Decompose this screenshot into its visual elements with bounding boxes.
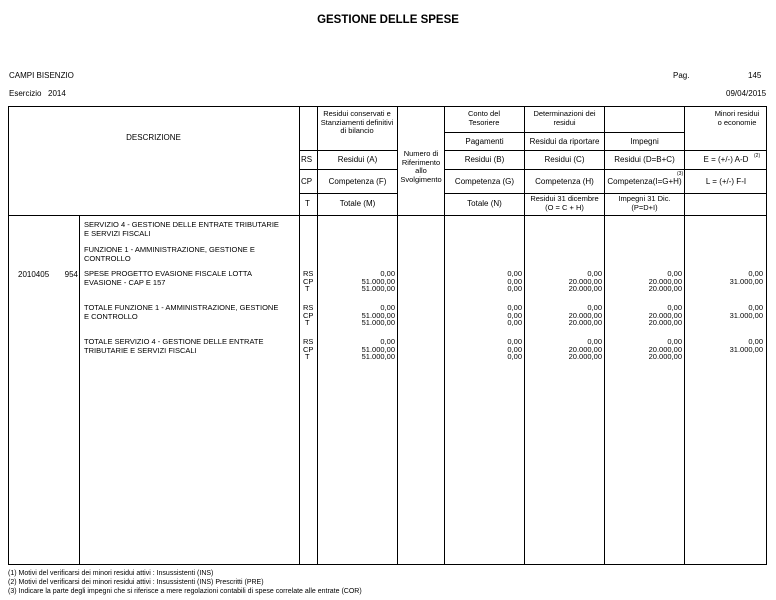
hdr-numero-rif: Numero di Riferimento allo Svolgimento <box>400 149 442 184</box>
exercise-label: Esercizio <box>9 89 42 98</box>
code-divider <box>79 215 80 565</box>
row-label-cp: CP <box>303 276 314 286</box>
header-divider <box>8 215 767 216</box>
value-cell: 31.000,00 <box>729 344 763 354</box>
row-col-d <box>605 270 682 293</box>
value-cell: 20.000,00 <box>568 276 602 286</box>
desc-divider <box>299 106 300 565</box>
hdr-line-3 <box>444 169 767 170</box>
row-col-d <box>605 338 682 361</box>
hdr-t: T <box>305 199 310 208</box>
row-col-c <box>525 304 602 327</box>
num-divider <box>444 106 445 565</box>
row-label-rs: RS <box>303 269 314 278</box>
value-cell: 20.000,00 <box>568 318 602 328</box>
report-date: 09/04/2015 <box>726 89 767 98</box>
row-col-a <box>318 270 395 293</box>
hdr-rs: RS <box>301 155 313 164</box>
row-col-a <box>318 338 395 361</box>
hdr-cp: CP <box>301 177 313 186</box>
hdr-col-b-t: Totale (N) <box>467 199 502 208</box>
hdr-line-a3 <box>299 193 397 194</box>
hdr-col-e-rs: E = (+/-) A-D <box>703 155 749 164</box>
hdr-col-c-cp: Competenza (H) <box>535 177 594 186</box>
row-col-b <box>445 338 522 361</box>
row-col-c <box>525 270 602 293</box>
row-cap: 954 <box>64 270 78 279</box>
value-cell: 0,00 <box>507 303 522 312</box>
row-description: TOTALE FUNZIONE 1 - AMMINISTRAZIONE, GESTIONE E CONTROLLO <box>84 303 279 321</box>
value-cell: 0,00 <box>748 337 763 346</box>
value-cell: 0,00 <box>380 337 395 346</box>
hdr-col-e-title: Minori residui o economie <box>714 109 760 127</box>
footnote: (2) Motivi del verificarsi dei minori residui attivi : Insussistenti (INS) Prescritti (PRE) <box>8 579 264 586</box>
value-cell: 51.000,00 <box>361 344 395 354</box>
footnote: (3) Indicare la parte degli impegni che si riferisce a mere regolazioni contabili di spese correlate alle entrate (COR) <box>8 588 362 595</box>
row-code: 2010405 <box>18 270 50 279</box>
rs-divider <box>317 106 318 565</box>
value-cell: 51.000,00 <box>361 276 395 286</box>
hdr-col-d-rs: Residui (D=B+C) <box>614 155 675 164</box>
hdr-col-e-rs-note: (2) <box>754 153 761 159</box>
value-cell: 20.000,00 <box>568 344 602 354</box>
value-cell: 0,00 <box>748 303 763 312</box>
value-cell: 0,00 <box>507 352 522 362</box>
value-cell: 20.000,00 <box>648 276 682 286</box>
row-col-d <box>605 304 682 327</box>
value-cell: 20.000,00 <box>648 344 682 354</box>
d-divider <box>684 106 685 565</box>
value-cell: 0,00 <box>507 337 522 346</box>
value-cell: 0,00 <box>748 269 763 278</box>
hdr-col-c-rs: Residui (C) <box>544 155 585 164</box>
hdr-col-a-rs: Residui (A) <box>337 155 378 164</box>
value-cell: 20.000,00 <box>648 318 682 328</box>
row-label-t: T <box>305 284 310 294</box>
hdr-line-a2 <box>299 169 397 170</box>
page-number: 145 <box>748 71 762 80</box>
value-cell: 20.000,00 <box>648 310 682 320</box>
row-label-t: T <box>305 318 310 328</box>
row-description: TOTALE SERVIZIO 4 - GESTIONE DELLE ENTRATE TRIBUTARIE E SERVIZI FISCALI <box>84 337 264 355</box>
value-cell: 0,00 <box>380 303 395 312</box>
value-cell: 0,00 <box>667 303 682 312</box>
row-col-b <box>445 270 522 293</box>
value-cell: 0,00 <box>587 337 602 346</box>
row-label-t: T <box>305 352 310 362</box>
servizio-heading: SERVIZIO 4 - GESTIONE DELLE ENTRATE TRIBUTARIE E SERVIZI FISCALI <box>84 220 279 238</box>
value-cell: 31.000,00 <box>729 310 763 320</box>
hdr-col-b-sub: Pagamenti <box>465 137 504 146</box>
funzione-heading: FUNZIONE 1 - AMMINISTRAZIONE, GESTIONE E CONTROLLO <box>84 245 255 263</box>
hdr-col-a-t: Totale (M) <box>339 199 376 208</box>
row-label-rs: RS <box>303 303 314 312</box>
row-label-rs: RS <box>303 337 314 346</box>
report-title: GESTIONE DELLE SPESE <box>317 14 459 26</box>
row-col-a <box>318 304 395 327</box>
value-cell: 0,00 <box>667 269 682 278</box>
row-col-e <box>685 304 763 319</box>
hdr-col-e-cp: L = (+/-) F-I <box>705 177 747 186</box>
hdr-line-sub <box>444 132 684 133</box>
row-col-e <box>685 338 763 353</box>
value-cell: 51.000,00 <box>361 318 395 328</box>
footnote: (1) Motivi del verificarsi dei minori residui attivi : Insussistenti (INS) <box>8 570 214 577</box>
hdr-col-d-sub: Impegni <box>630 137 659 146</box>
value-cell: 31.000,00 <box>729 276 763 286</box>
row-col-e <box>685 270 763 285</box>
hdr-col-b-title: Conto del Tesoriere <box>467 109 501 127</box>
hdr-line-a1 <box>299 150 397 151</box>
value-cell: 20.000,00 <box>568 310 602 320</box>
value-cell: 0,00 <box>667 337 682 346</box>
value-cell: 20.000,00 <box>568 284 602 294</box>
hdr-line-2 <box>444 150 767 151</box>
b-divider <box>524 106 525 565</box>
hdr-descrizione: DESCRIZIONE <box>126 133 181 142</box>
hdr-col-c-t: Residui 31 dicembre (O = C + H) <box>530 194 599 212</box>
hdr-line-4 <box>444 193 767 194</box>
hdr-col-a-title: Residui conservati e Stanziamenti definitivi di bilancio <box>320 109 394 135</box>
page-label: Pag. <box>673 71 690 80</box>
value-cell: 51.000,00 <box>361 284 395 294</box>
value-cell: 0,00 <box>507 269 522 278</box>
hdr-col-c-title: Determinazioni dei residui <box>533 109 596 127</box>
value-cell: 0,00 <box>507 318 522 328</box>
row-description: SPESE PROGETTO EVASIONE FISCALE LOTTA EVASIONE - CAP E 157 <box>84 269 252 287</box>
value-cell: 0,00 <box>507 276 522 286</box>
value-cell: 0,00 <box>380 269 395 278</box>
value-cell: 0,00 <box>507 344 522 354</box>
hdr-col-b-cp: Competenza (G) <box>454 177 515 186</box>
value-cell: 51.000,00 <box>361 352 395 362</box>
c-divider <box>604 106 605 565</box>
hdr-col-a-cp: Competenza (F) <box>328 177 387 186</box>
entity-name: CAMPI BISENZIO <box>9 71 74 80</box>
table-frame <box>8 106 767 565</box>
hdr-col-b-rs: Residui (B) <box>464 155 505 164</box>
row-col-c <box>525 338 602 361</box>
value-cell: 0,00 <box>507 284 522 294</box>
value-cell: 0,00 <box>587 269 602 278</box>
hdr-col-c-sub: Residui da riportare <box>529 137 600 146</box>
value-cell: 0,00 <box>507 310 522 320</box>
hdr-col-d-cp-note: (3) <box>677 171 684 177</box>
value-cell: 20.000,00 <box>648 352 682 362</box>
value-cell: 20.000,00 <box>648 284 682 294</box>
row-col-b <box>445 304 522 327</box>
row-label-cp: CP <box>303 344 314 354</box>
exercise-year: 2014 <box>48 89 66 98</box>
hdr-col-d-t: Impegni 31 Dic. (P=D+I) <box>618 194 671 212</box>
footnotes <box>8 569 362 596</box>
value-cell: 0,00 <box>587 303 602 312</box>
value-cell: 51.000,00 <box>361 310 395 320</box>
value-cell: 20.000,00 <box>568 352 602 362</box>
row-label-cp: CP <box>303 310 314 320</box>
hdr-col-d-cp: Competenza(I=G+H) <box>607 177 682 186</box>
